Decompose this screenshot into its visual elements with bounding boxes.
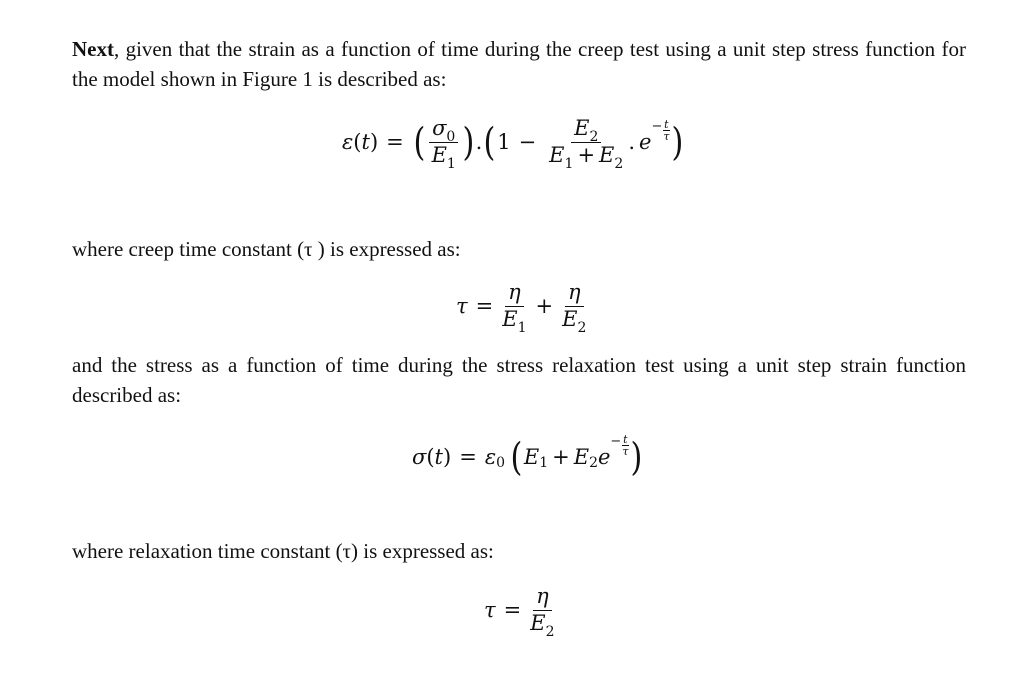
creep-tau-equation: τ = $\frac{\eta}{E_1}$ + $\frac{\eta}{E_2}$ — [456, 279, 587, 336]
paragraph-relaxation: and the stress as a function of time during the stress relaxation test using a unit step strain function described as: — [72, 353, 966, 407]
creep-strain-equation: ε ( t ) = ( $\frac{\sigma_0}{E_1}$ ) . ( 1 − $\frac{E_2}{E_1 + E_2}$ . e − $\frac{t}{\tau}$ ) — [342, 115, 684, 172]
paragraph-creep-constant: where creep time constant (τ ) is expressed as: — [72, 237, 461, 261]
relaxation-stress-equation: σ ( t ) = ε 0 ( E 1 + E 2 e − $\frac{t}{\tau}$ ) — [412, 432, 643, 479]
relaxation-tau-equation: τ = $\frac{\eta}{E_2}$ — [484, 583, 555, 640]
paragraph-intro — [72, 34, 966, 94]
paragraph-relaxation-constant: where relaxation time constant (τ) is expressed as: — [72, 539, 494, 563]
bold-next: Next — [72, 37, 114, 61]
intro-text: , given that the strain as a function of time during the creep test using a unit step stress function for the model shown in Figure 1 is described as: — [72, 37, 966, 91]
